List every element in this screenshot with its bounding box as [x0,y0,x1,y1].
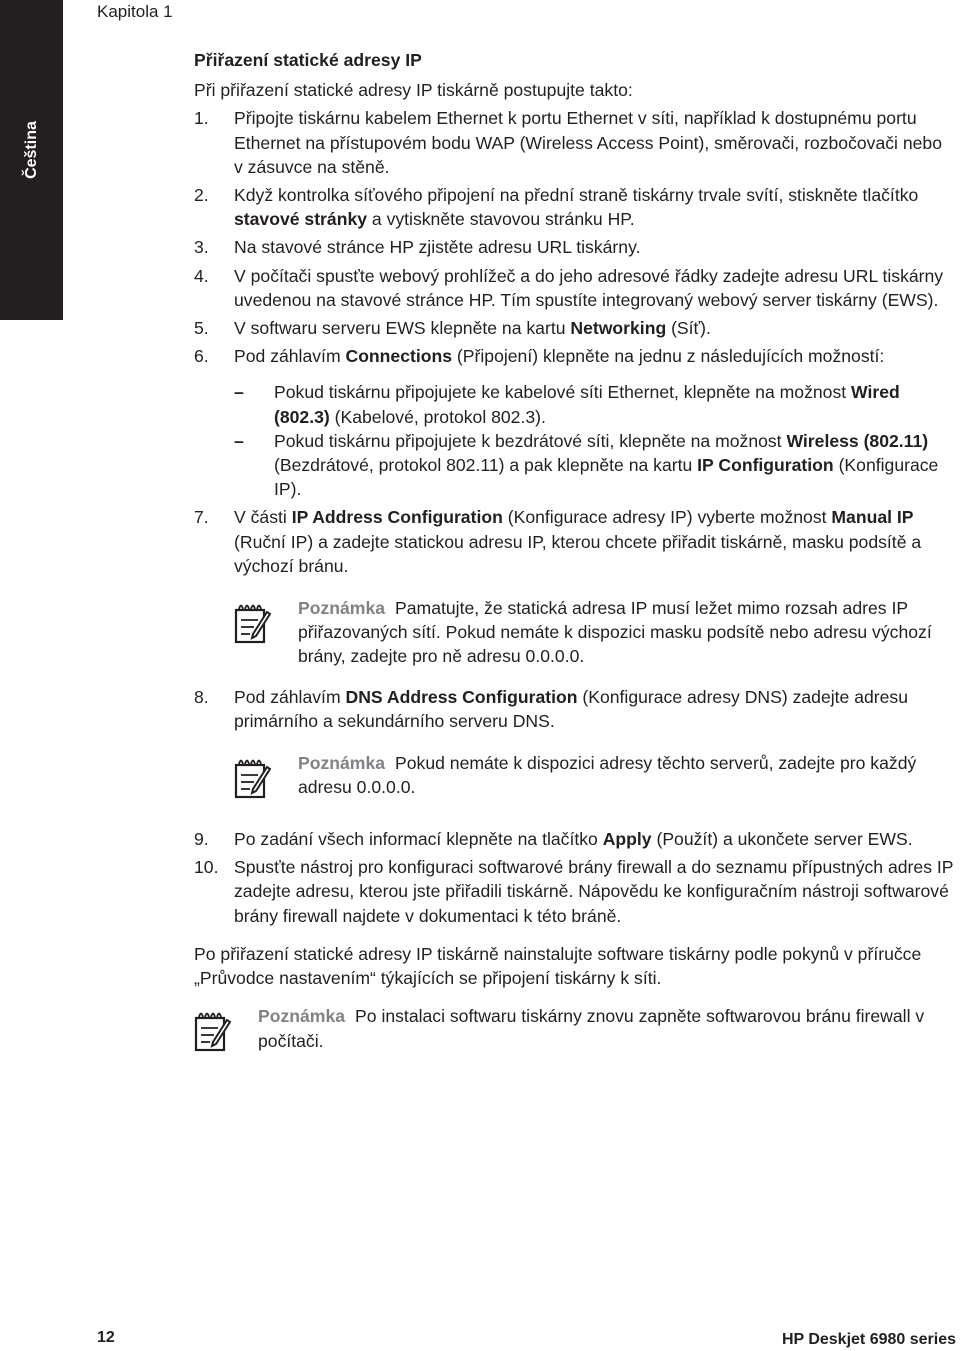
step-text: Pod záhlavím [234,346,346,367]
step-bold-term: Connections [345,346,453,367]
step-3 [194,235,954,259]
step-text: (Použít) a ukončete server EWS. [651,829,913,850]
step-number: 2. [194,185,209,206]
note-text: Pokud nemáte k dispozici adresy těchto serverů, zadejte pro každý adresu 0.0.0.0. [298,753,917,798]
step-10 [194,855,954,928]
dash-bullet: – [234,430,244,451]
step-1 [194,106,954,179]
note-label: Poznámka [298,753,386,774]
step-bold-term: stavové stránky [234,209,368,230]
note-pencil-icon [234,755,274,801]
option-wired [234,380,954,428]
step-number: 5. [194,318,209,339]
step-text: Připojte tiskárnu kabelem Ethernet k portu Ethernet v síti, například k dostupnému portu Ethernet na přístupovém bodu WAP (Wireless Access Point), směrovači, rozbočovači nebo v zásuvce na stěně. [234,108,942,177]
step-text: Po zadání všech informací klepněte na tlačítko [234,829,603,850]
connection-options-list [234,380,954,501]
step-text: (Konfigurace adresy IP) vyberte možnost [502,507,832,528]
step-number: 9. [194,829,209,850]
option-bold-term: Wireless (802.11) [786,430,929,451]
step-text: (Připojení) klepněte na jednu z následujících možností: [452,346,885,367]
step-text: V softwaru serveru EWS klepněte na kartu [234,318,571,339]
language-tab-label: Čeština [23,121,40,179]
page-number: 12 [97,1329,115,1346]
step-bold-term: IP Address Configuration [291,507,503,528]
step-7 [194,505,954,668]
step-text: Pod záhlavím [234,686,346,707]
step-text: a vytiskněte stavovou stránku HP. [367,209,635,230]
step-bold-term: Manual IP [831,507,914,528]
chapter-header: Kapitola 1 [97,2,173,21]
dash-bullet: – [234,382,244,403]
note-text: Pamatujte, že statická adresa IP musí ležet mimo rozsah adres IP přiřazovaných sítí. Pokud nemáte k dispozici masku podsítě nebo adresu výchozí brány, zadejte pro ně adresu 0.0.0.0. [298,598,932,667]
note-label: Poznámka [298,598,386,619]
option-text: (Konfigurace IP). [274,455,939,500]
option-bold-term: IP Configuration [697,455,834,476]
section-title: Přiřazení statické adresy IP [194,50,422,70]
step-number: 1. [194,108,209,129]
step-4 [194,264,954,312]
note-box [194,1004,954,1064]
note-pencil-icon [194,1008,234,1054]
step-bold-term: Apply [602,829,652,850]
note-box [234,596,954,669]
step-number: 8. [194,686,209,707]
step-number: 7. [194,507,209,528]
step-9 [194,827,954,851]
step-text: Když kontrolka síťového připojení na přední straně tiskárny trvale svítí, stiskněte tlačítko [234,185,919,206]
option-text: Pokud tiskárnu připojujete ke kabelové síti Ethernet, klepněte na možnost [274,382,852,403]
step-text: (Ruční IP) a zadejte statickou adresu IP, kterou chcete přiřadit tiskárně, masku podsítě a výchozí bránu. [234,531,922,576]
step-text: Na stavové stránce HP zjistěte adresu URL tiskárny. [234,237,641,258]
after-assignment-paragraph: Po přiřazení statické adresy IP tiskárně nainstalujte software tiskárny podle pokynů v příručce „Průvodce nastavením“ týkajících se připojení tiskárny k síti. [194,943,922,989]
step-text: V části [234,507,292,528]
step-bold-term: Networking [570,318,667,339]
note-text: Po instalaci softwaru tiskárny znovu zapněte softwarovou bránu firewall v počítači. [258,1006,925,1051]
step-number: 6. [194,346,209,367]
section-intro: Při přiřazení statické adresy IP tiskárně postupujte takto: [194,80,633,101]
note-box [234,751,954,811]
product-name: HP Deskjet 6980 series [781,1331,956,1348]
step-text: Spusťte nástroj pro konfiguraci softwarové brány firewall a do seznamu přípustných adres IP zadejte adresu, kterou jste přiřadili tiskárně. Nápovědu ke konfiguračním nástroji softwarové brány firewall najdete v dokumentaci k této bráně. [234,857,954,926]
step-number: 3. [194,237,209,258]
option-bold-term: Wired (802.3) [274,382,900,427]
note-label: Poznámka [258,1006,346,1027]
step-6 [194,344,954,501]
step-8 [194,685,954,811]
option-wireless [234,429,954,502]
step-text: (Konfigurace adresy DNS) zadejte adresu primárního a sekundárního serveru DNS. [234,686,909,731]
option-text: Pokud tiskárnu připojujete k bezdrátové síti, klepněte na možnost [274,430,787,451]
step-5 [194,316,954,340]
steps-list [194,106,954,927]
step-text: (Síť). [666,318,711,339]
option-text: (Bezdrátové, protokol 802.11) a pak klepněte na kartu [274,455,698,476]
language-side-tab [0,0,63,320]
step-bold-term: DNS Address Configuration [345,686,578,707]
option-text: (Kabelové, protokol 802.3). [329,406,546,427]
main-content [194,48,954,1064]
step-number: 4. [194,265,209,286]
step-text: V počítači spusťte webový prohlížeč a do jeho adresové řádky zadejte adresu URL tiskárny uvedenou na stavové stránce HP. Tím spustíte integrovaný webový server tiskárny (EWS). [234,265,944,310]
step-2 [194,183,954,231]
step-number: 10. [194,857,219,878]
note-pencil-icon [234,600,274,646]
